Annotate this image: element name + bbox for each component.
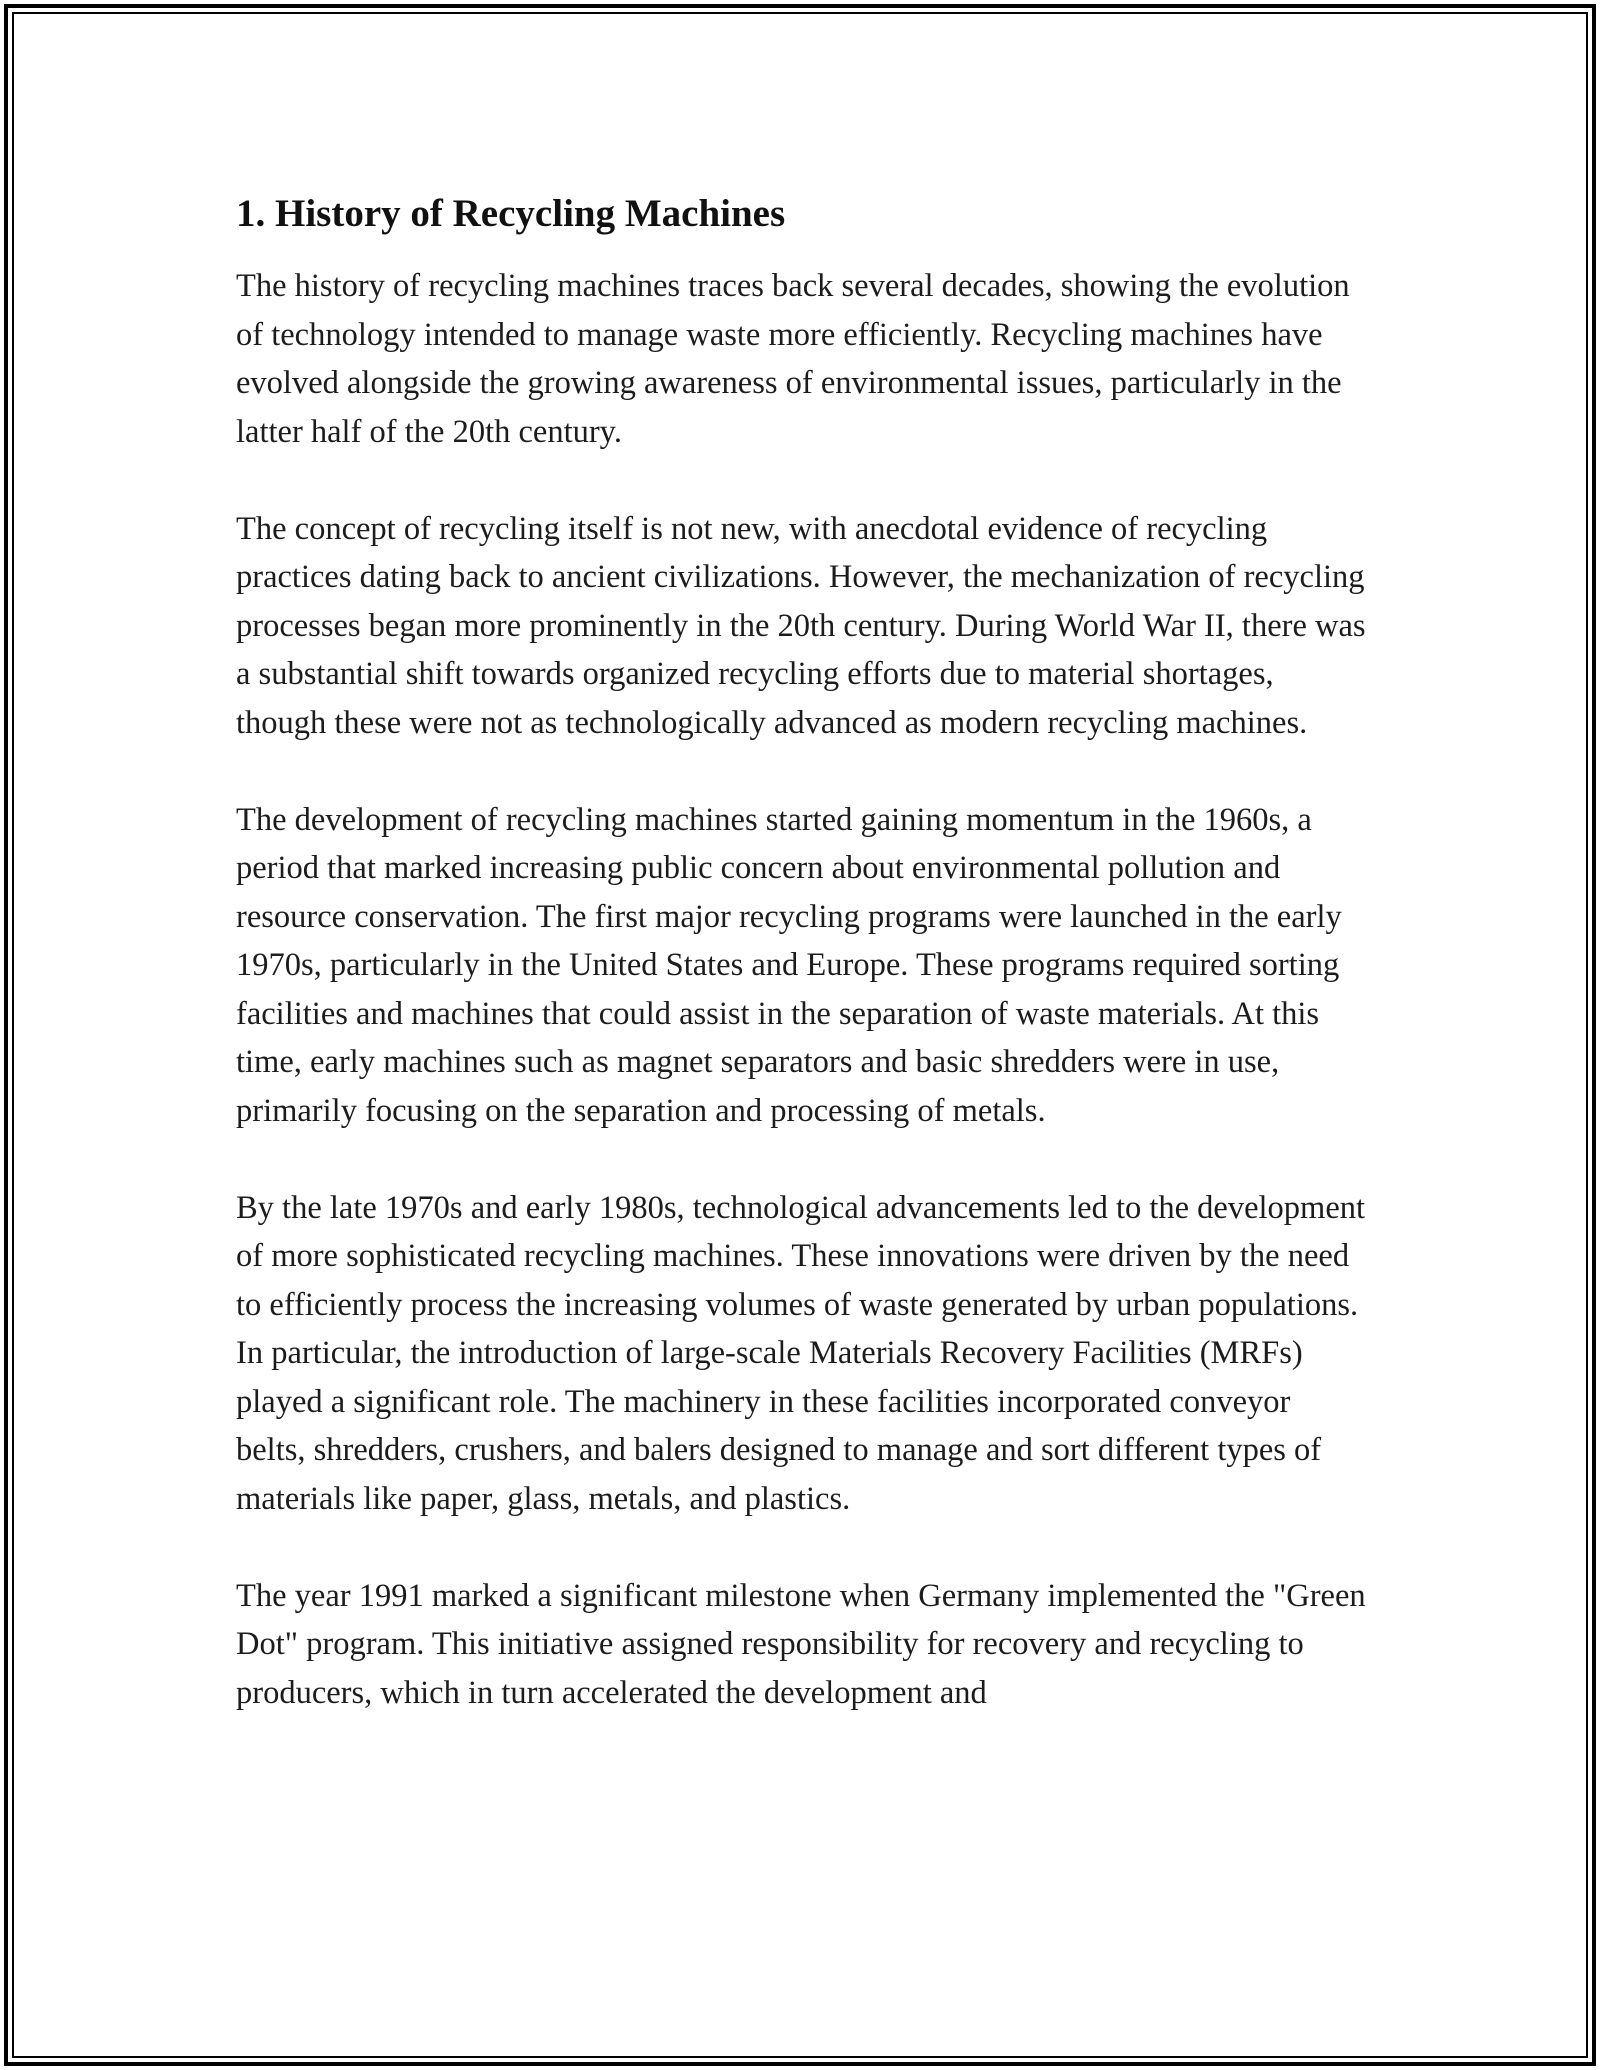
paragraph-green-dot: The year 1991 marked a significant milestone when Germany implemented the "Green Dot" program. This initiative assigned responsibility for recovery and recycling to producers, which in turn accelerated the development and (236, 1577, 1366, 1711)
paragraph-intro: The history of recycling machines traces back several decades, showing the evolution of technology intended to manage waste more efficiently. Recycling machines have evolved alongside the growing awareness of environmental issues, particularly in the latter half of the 20th century. (236, 268, 1350, 450)
document-body (236, 186, 1366, 1766)
paragraph-development: The development of recycling machines started gaining momentum in the 1960s, a period that marked increasing public concern about environmental pollution and resource conservation. The first major recycling programs were launched in the early 1970s, particularly in the United States and Europe. These programs required sorting facilities and machines that could assist in the separation of waste materials. At this time, early machines such as magnet separators and basic shredders were in use, primarily focusing on the separation and processing of metals. (236, 801, 1342, 1129)
paragraph-advancements: By the late 1970s and early 1980s, technological advancements led to the development of more sophisticated recycling machines. These innovations were driven by the need to efficiently process the increasing volumes of waste generated by urban populations. In particular, the introduction of large-scale Materials Recovery Facilities (MRFs) played a significant role. The machinery in these facilities incorporated conveyor belts, shredders, crushers, and balers designed to manage and sort different types of materials like paper, glass, metals, and plastics. (236, 1189, 1366, 1517)
paragraph-concept: The concept of recycling itself is not new, with anecdotal evidence of recycling practices dating back to ancient civilizations. However, the mechanization of recycling processes began more prominently in the 20th century. During World War II, there was a substantial shift towards organized recycling efforts due to material shortages, though these were not as technologically advanced as modern recycling machines. (236, 510, 1366, 741)
section-heading: 1. History of Recycling Machines (236, 192, 786, 235)
